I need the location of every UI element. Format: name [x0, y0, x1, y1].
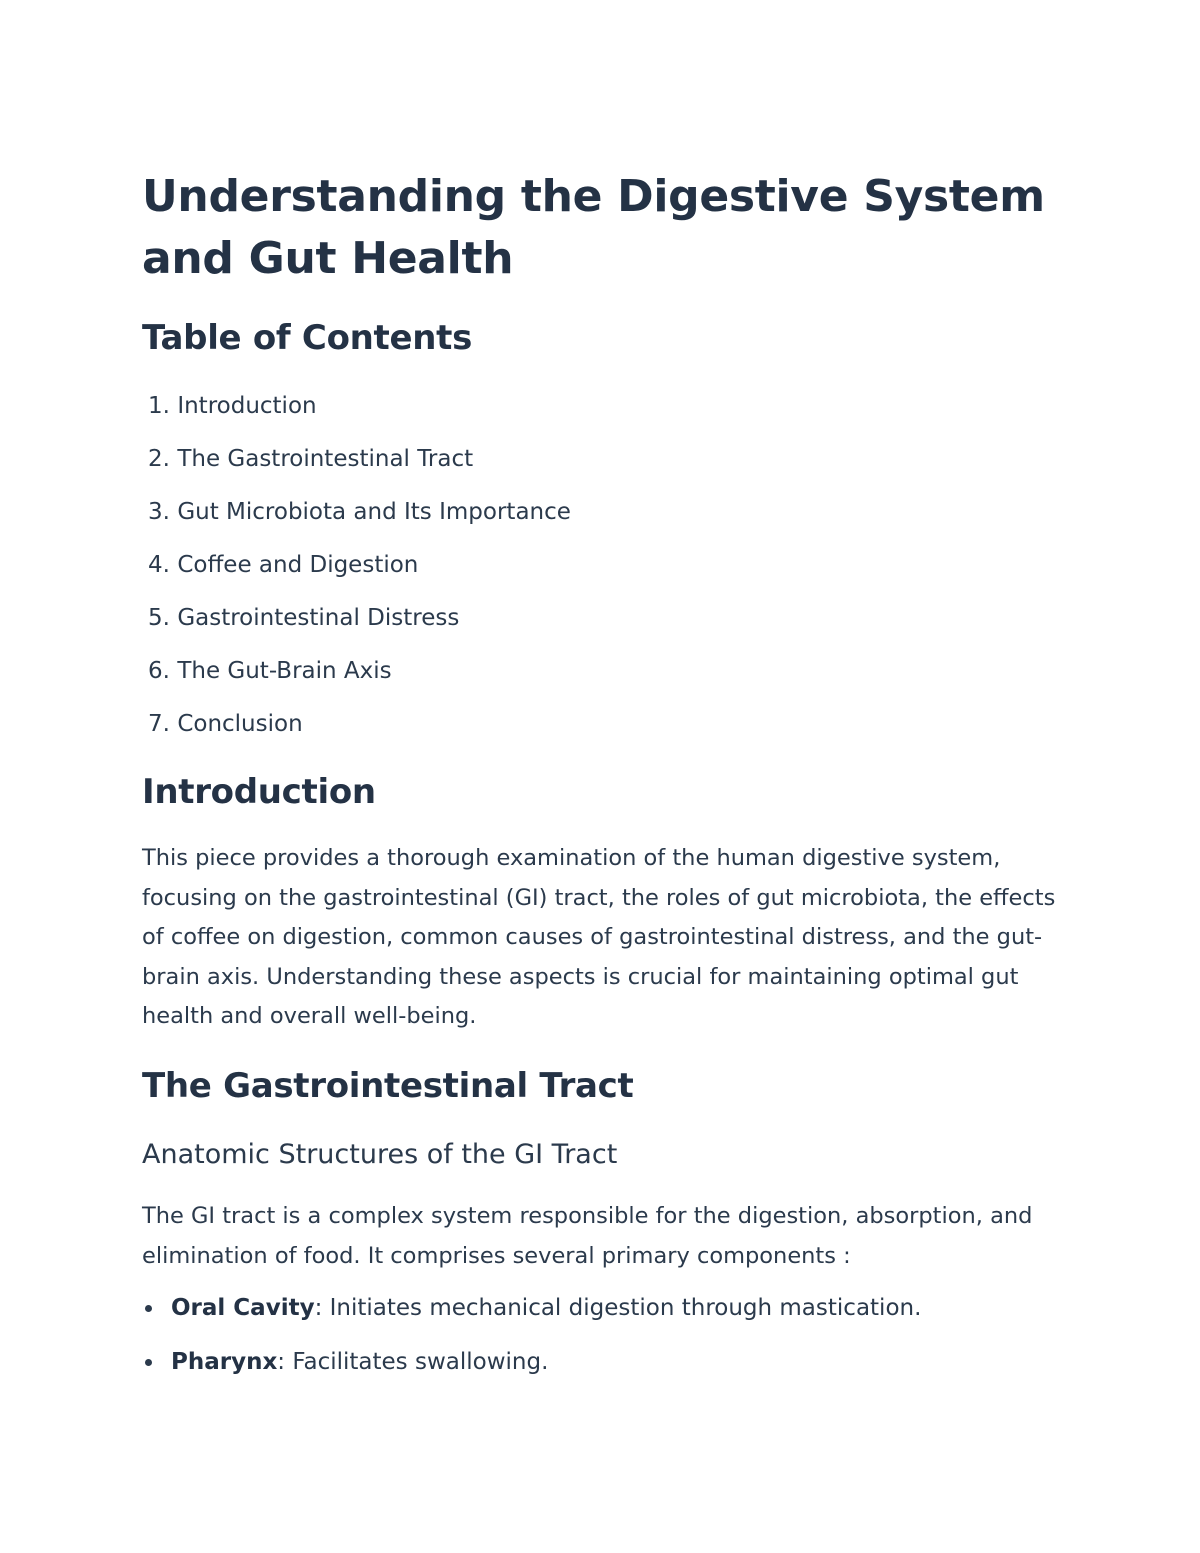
toc-item-label: The Gastrointestinal Tract [177, 446, 474, 472]
gi-anatomy-subheading: Anatomic Structures of the GI Tract [142, 1139, 618, 1170]
document-title: Understanding the Digestive System and Gut Health [142, 171, 1045, 284]
toc-item-label: Coffee and Digestion [177, 552, 419, 578]
table-of-contents [142, 390, 571, 761]
toc-item [142, 496, 571, 549]
bullet-icon [145, 1305, 152, 1312]
introduction-heading: Introduction [142, 772, 376, 812]
toc-item [142, 390, 571, 443]
toc-item [142, 602, 571, 655]
toc-item [142, 443, 571, 496]
toc-item-label: Gut Microbiota and Its Importance [177, 499, 571, 525]
component-description: : Initiates mechanical digestion through mastication. [314, 1295, 922, 1321]
gi-tract-heading: The Gastrointestinal Tract [142, 1066, 634, 1106]
component-description: : Facilitates swallowing. [277, 1349, 549, 1375]
toc-item [142, 549, 571, 602]
toc-item-number: 1. [148, 393, 170, 419]
toc-item-label: Conclusion [177, 711, 303, 737]
toc-item-label: The Gut-Brain Axis [177, 658, 392, 684]
toc-heading: Table of Contents [142, 318, 473, 358]
toc-item-number: 3. [148, 499, 170, 525]
bullet-icon [145, 1359, 152, 1366]
list-item [142, 1292, 921, 1346]
list-item [142, 1346, 921, 1400]
toc-item [142, 708, 571, 761]
gi-components-list [142, 1292, 921, 1400]
toc-item-label: Introduction [177, 393, 317, 419]
toc-item-number: 7. [148, 711, 170, 737]
toc-item-label: Gastrointestinal Distress [177, 605, 460, 631]
toc-item-number: 2. [148, 446, 170, 472]
toc-item [142, 655, 571, 708]
toc-item-number: 4. [148, 552, 170, 578]
gi-tract-paragraph: The GI tract is a complex system responsible for the digestion, absorption, and elimination of food. It comprises several primary components : [142, 1203, 1033, 1269]
introduction-paragraph: This piece provides a thorough examination of the human digestive system, focusing on the gastrointestinal (GI) tract, the roles of gut microbiota, the effects of coffee on digestion, common causes of gastrointestinal distress, and the gut-brain axis. Understanding these aspects is crucial for maintaining optimal gut health and overall well-being. [142, 845, 1056, 1030]
component-term: Pharynx [171, 1349, 278, 1375]
component-term: Oral Cavity [171, 1295, 315, 1321]
toc-item-number: 6. [148, 658, 170, 684]
toc-item-number: 5. [148, 605, 170, 631]
